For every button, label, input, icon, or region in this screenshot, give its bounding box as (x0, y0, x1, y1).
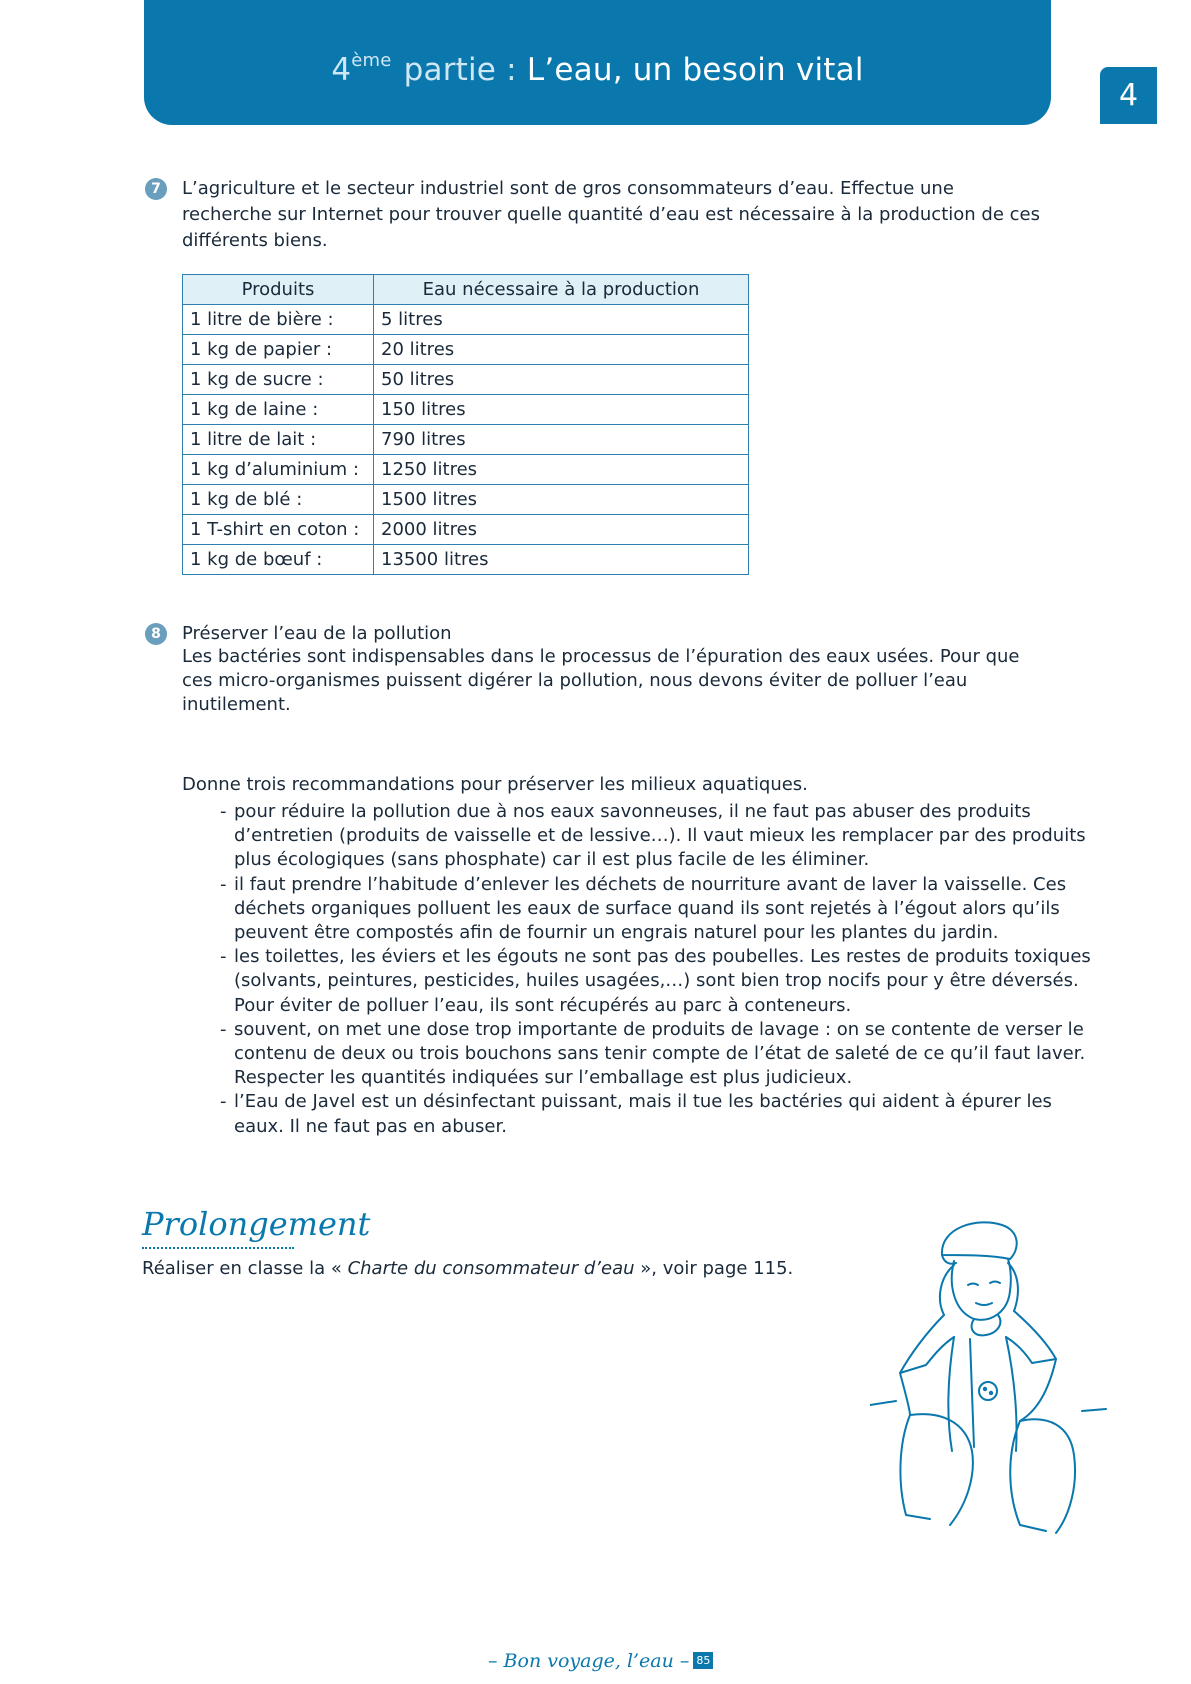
title-part-superscript: ème (351, 50, 392, 71)
product-cell: 1 kg de blé : (183, 485, 374, 515)
water-consumption-table (182, 274, 749, 575)
footer-title: – Bon voyage, l’eau – (488, 1650, 690, 1672)
question-7-badge: 7 (145, 178, 167, 200)
prolongement-text-before: Réaliser en classe la « (142, 1258, 348, 1279)
product-cell: 1 T-shirt en coton : (183, 515, 374, 545)
table-row (183, 485, 749, 515)
child-illustration (870, 1215, 1110, 1560)
product-cell: 1 litre de bière : (183, 305, 374, 335)
table-row (183, 305, 749, 335)
table-row (183, 395, 749, 425)
table-row (183, 335, 749, 365)
question-8-title: Préserver l’eau de la pollution (182, 623, 452, 644)
list-item: - souvent, on met une dose trop importante de produits de lavage : on se contente de verser le contenu de deux ou trois bouchons sans tenir compte de l’état de saleté de ce qu’il faut laver. Respecter les quantités indiquées sur l’emballage est plus judicieux. (220, 1018, 1100, 1091)
prolongement-text-after: », voir page 115. (634, 1258, 794, 1279)
header-banner (144, 0, 1051, 125)
prolongement-text (142, 1256, 793, 1282)
water-cell: 1250 litres (374, 455, 749, 485)
question-7-text: L’agriculture et le secteur industriel sont de gros consommateurs d’eau. Effectue une recherche sur Internet pour trouver quelle quantité d’eau est nécessaire à la production de ces différents biens. (182, 178, 1040, 251)
product-cell: 1 kg de sucre : (183, 365, 374, 395)
table-row (183, 425, 749, 455)
column-header-water: Eau nécessaire à la production (374, 275, 749, 305)
question-8-text: Les bactéries sont indispensables dans le processus de l’épuration des eaux usées. Pour que ces micro-organismes puissent digérer la pollution, nous devons éviter de polluer l’eau inutilement. (182, 646, 1020, 715)
prolongement-title: Prolongement (142, 1205, 371, 1243)
list-item: - pour réduire la pollution due à nos eaux savonneuses, il ne faut pas abuser des produits d’entretien (produits de vaisselle et de lessive…). Il vaut mieux les remplacer par des produits plus écologiques (sans phosphate) car il est plus facile de les éliminer. (220, 800, 1100, 873)
water-cell: 20 litres (374, 335, 749, 365)
water-cell: 5 litres (374, 305, 749, 335)
column-header-products: Produits (183, 275, 374, 305)
recommendation-list (220, 800, 1100, 1139)
table-row (183, 515, 749, 545)
chapter-tab: 4 (1100, 67, 1157, 124)
page-title (144, 50, 1051, 88)
footer (488, 1650, 713, 1672)
prolongement-charter-title: Charte du consommateur d’eau (347, 1258, 635, 1279)
page-number: 85 (693, 1652, 713, 1669)
water-cell: 150 litres (374, 395, 749, 425)
list-item: - il faut prendre l’habitude d’enlever les déchets de nourriture avant de laver la vaisselle. Ces déchets organiques polluent les eaux de surface quand ils sont rejetés à l’égout alors qu’ils peuvent être compostés afin de fournir un engrais naturel pour les plantes du jardin. (220, 873, 1100, 946)
table-row (183, 365, 749, 395)
prolongement-divider (142, 1247, 294, 1249)
product-cell: 1 kg de laine : (183, 395, 374, 425)
question-8-prompt: Donne trois recommandations pour préserver les milieux aquatiques. (182, 774, 808, 795)
product-cell: 1 litre de lait : (183, 425, 374, 455)
list-item: - l’Eau de Javel est un désinfectant puissant, mais il tue les bactéries qui aident à épurer les eaux. Il ne faut pas en abuser. (220, 1090, 1100, 1138)
title-part-word: partie : (403, 52, 517, 88)
water-cell: 1500 litres (374, 485, 749, 515)
water-cell: 790 litres (374, 425, 749, 455)
title-main: L’eau, un besoin vital (526, 52, 864, 88)
list-item: - les toilettes, les éviers et les égouts ne sont pas des poubelles. Les restes de produits toxiques (solvants, peintures, pesticides, huiles usagées,…) sont bien trop nocifs pour y être déversés. Pour éviter de polluer l’eau, ils sont récupérés au parc à conteneurs. (220, 945, 1100, 1018)
water-cell: 50 litres (374, 365, 749, 395)
product-cell: 1 kg de bœuf : (183, 545, 374, 575)
question-8-badge: 8 (145, 623, 167, 645)
table-row (183, 455, 749, 485)
product-cell: 1 kg d’aluminium : (183, 455, 374, 485)
water-cell: 13500 litres (374, 545, 749, 575)
product-cell: 1 kg de papier : (183, 335, 374, 365)
table-header-row (183, 275, 749, 305)
table-row (183, 545, 749, 575)
water-cell: 2000 litres (374, 515, 749, 545)
title-part-number: 4 (331, 52, 352, 88)
